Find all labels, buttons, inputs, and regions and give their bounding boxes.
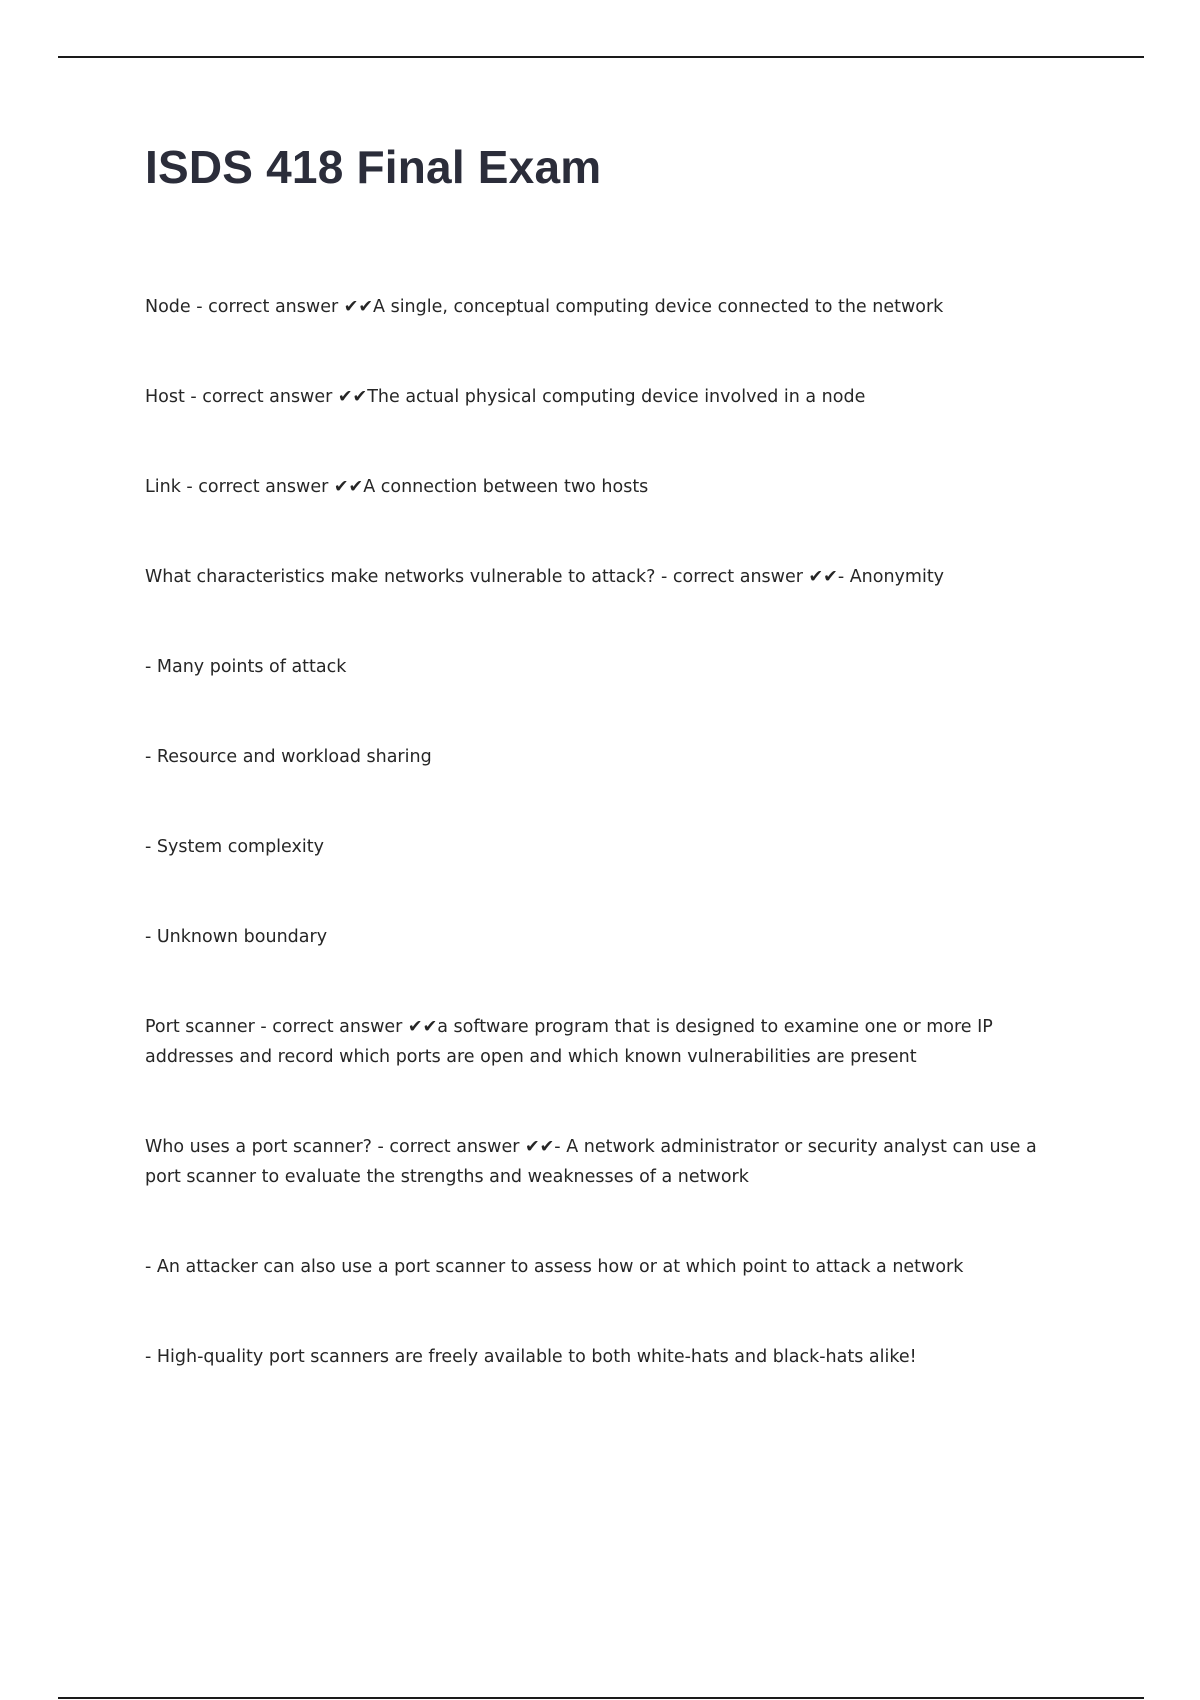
paragraph-bullet-freely-available: - High-quality port scanners are freely available to both white-hats and black-hats alike! — [145, 1347, 917, 1367]
paragraph-host: Host - correct answer ✔✔The actual physical computing device involved in a node — [145, 387, 866, 407]
paragraph-node: Node - correct answer ✔✔A single, conceptual computing device connected to the network — [145, 297, 944, 317]
top-rule — [58, 56, 1144, 58]
paragraph-bullet-unknown-boundary: - Unknown boundary — [145, 927, 328, 947]
page-title: ISDS 418 Final Exam — [145, 141, 602, 193]
paragraph-bullet-attacker: - An attacker can also use a port scanner to assess how or at which point to attack a network — [145, 1257, 964, 1277]
bottom-rule — [58, 1697, 1144, 1699]
paragraph-bullet-points-of-attack: - Many points of attack — [145, 657, 347, 677]
paragraph-link: Link - correct answer ✔✔A connection between two hosts — [145, 477, 649, 497]
paragraph-characteristics: What characteristics make networks vulnerable to attack? - correct answer ✔✔- Anonymity — [145, 567, 945, 587]
paragraph-bullet-system-complexity: - System complexity — [145, 837, 324, 857]
paragraph-port-scanner: Port scanner - correct answer ✔✔a software program that is designed to examine one or more IP addresses and record which ports are open and which known vulnerabilities are present — [145, 1017, 993, 1067]
paragraph-bullet-resource-sharing: - Resource and workload sharing — [145, 747, 432, 767]
paragraph-who-uses-port-scanner: Who uses a port scanner? - correct answer ✔✔- A network administrator or security analyst can use a port scanner to evaluate the strengths and weaknesses of a network — [145, 1137, 1037, 1187]
document-body — [145, 292, 1075, 1432]
